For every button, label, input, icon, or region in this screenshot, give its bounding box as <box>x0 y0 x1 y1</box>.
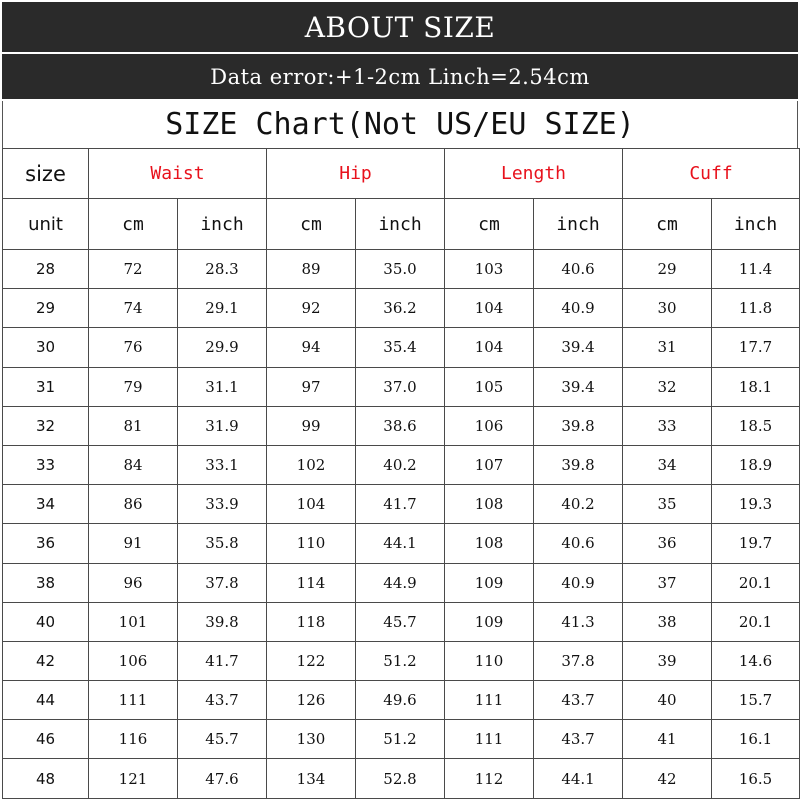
measurement-cell: 40.9 <box>534 563 623 602</box>
measurement-cell: 40.2 <box>534 485 623 524</box>
measurement-cell: 39.4 <box>534 328 623 367</box>
size-chart-heading: SIZE Chart(Not US/EU SIZE) <box>2 101 798 148</box>
size-cell: 29 <box>3 289 89 328</box>
measurement-cell: 37.8 <box>534 641 623 680</box>
measurement-cell: 39.8 <box>534 406 623 445</box>
measurement-cell: 31.9 <box>178 406 267 445</box>
measurement-cell: 37.8 <box>178 563 267 602</box>
measurement-cell: 116 <box>89 720 178 759</box>
measurement-cell: 121 <box>89 759 178 798</box>
measurement-cell: 99 <box>267 406 356 445</box>
measurement-cell: 43.7 <box>178 681 267 720</box>
measurement-cell: 15.7 <box>712 681 800 720</box>
measurement-cell: 45.7 <box>356 602 445 641</box>
measurement-cell: 134 <box>267 759 356 798</box>
unit-header: cm <box>267 199 356 250</box>
measurement-cell: 39.8 <box>534 445 623 484</box>
measurement-cell: 11.8 <box>712 289 800 328</box>
table-row <box>3 406 800 445</box>
measurement-cell: 35.8 <box>178 524 267 563</box>
measurement-cell: 40.9 <box>534 289 623 328</box>
measurement-cell: 49.6 <box>356 681 445 720</box>
measurement-cell: 72 <box>89 250 178 289</box>
measurement-cell: 35.0 <box>356 250 445 289</box>
data-error-banner <box>2 54 798 99</box>
measurement-cell: 41.3 <box>534 602 623 641</box>
measurement-cell: 103 <box>445 250 534 289</box>
measurement-cell: 126 <box>267 681 356 720</box>
measurement-cell: 44.1 <box>534 759 623 798</box>
measurement-cell: 30 <box>623 289 712 328</box>
measurement-cell: 104 <box>267 485 356 524</box>
measurement-cell: 81 <box>89 406 178 445</box>
measurement-cell: 79 <box>89 367 178 406</box>
measurement-cell: 109 <box>445 563 534 602</box>
measurement-cell: 29.1 <box>178 289 267 328</box>
measurement-cell: 102 <box>267 445 356 484</box>
group-header-row <box>3 149 800 199</box>
unit-header: cm <box>445 199 534 250</box>
measurement-cell: 111 <box>445 681 534 720</box>
measurement-cell: 86 <box>89 485 178 524</box>
measurement-cell: 114 <box>267 563 356 602</box>
size-cell: 30 <box>3 328 89 367</box>
data-error-note: Data error:+1-2cm Linch=2.54cm <box>210 64 590 89</box>
measurement-cell: 19.3 <box>712 485 800 524</box>
measurement-cell: 41.7 <box>356 485 445 524</box>
measurement-cell: 34 <box>623 445 712 484</box>
measurement-cell: 20.1 <box>712 602 800 641</box>
measurement-cell: 33 <box>623 406 712 445</box>
measurement-cell: 104 <box>445 289 534 328</box>
table-row <box>3 602 800 641</box>
unit-column-header: unit <box>3 199 89 250</box>
measurement-cell: 14.6 <box>712 641 800 680</box>
measurement-cell: 39 <box>623 641 712 680</box>
measurement-cell: 36.2 <box>356 289 445 328</box>
measurement-cell: 41.7 <box>178 641 267 680</box>
measurement-cell: 89 <box>267 250 356 289</box>
measurement-cell: 31 <box>623 328 712 367</box>
measurement-cell: 40.6 <box>534 250 623 289</box>
unit-header: inch <box>178 199 267 250</box>
measurement-cell: 28.3 <box>178 250 267 289</box>
measurement-cell: 38.6 <box>356 406 445 445</box>
size-cell: 38 <box>3 563 89 602</box>
size-table <box>2 148 800 799</box>
measurement-cell: 38 <box>623 602 712 641</box>
measurement-cell: 105 <box>445 367 534 406</box>
size-cell: 36 <box>3 524 89 563</box>
measurement-cell: 111 <box>445 720 534 759</box>
size-cell: 40 <box>3 602 89 641</box>
measurement-cell: 42 <box>623 759 712 798</box>
measurement-cell: 39.8 <box>178 602 267 641</box>
measurement-cell: 16.5 <box>712 759 800 798</box>
measurement-cell: 43.7 <box>534 681 623 720</box>
unit-header: inch <box>534 199 623 250</box>
measurement-cell: 35 <box>623 485 712 524</box>
measurement-cell: 108 <box>445 524 534 563</box>
measurement-cell: 41 <box>623 720 712 759</box>
table-row <box>3 328 800 367</box>
measurement-cell: 44.1 <box>356 524 445 563</box>
measurement-cell: 44.9 <box>356 563 445 602</box>
measurement-cell: 97 <box>267 367 356 406</box>
measurement-cell: 110 <box>267 524 356 563</box>
table-row <box>3 563 800 602</box>
measurement-cell: 16.1 <box>712 720 800 759</box>
length-header: Length <box>445 149 623 199</box>
measurement-cell: 43.7 <box>534 720 623 759</box>
measurement-cell: 37.0 <box>356 367 445 406</box>
size-cell: 31 <box>3 367 89 406</box>
measurement-cell: 51.2 <box>356 641 445 680</box>
measurement-cell: 118 <box>267 602 356 641</box>
measurement-cell: 76 <box>89 328 178 367</box>
measurement-cell: 18.5 <box>712 406 800 445</box>
hip-header: Hip <box>267 149 445 199</box>
measurement-cell: 52.8 <box>356 759 445 798</box>
measurement-cell: 18.1 <box>712 367 800 406</box>
table-row <box>3 759 800 798</box>
measurement-cell: 47.6 <box>178 759 267 798</box>
measurement-cell: 40 <box>623 681 712 720</box>
size-cell: 48 <box>3 759 89 798</box>
size-cell: 28 <box>3 250 89 289</box>
table-row <box>3 485 800 524</box>
table-row <box>3 445 800 484</box>
page-title: ABOUT SIZE <box>304 10 496 44</box>
measurement-cell: 33.9 <box>178 485 267 524</box>
measurement-cell: 94 <box>267 328 356 367</box>
measurement-cell: 20.1 <box>712 563 800 602</box>
measurement-cell: 40.6 <box>534 524 623 563</box>
measurement-cell: 122 <box>267 641 356 680</box>
measurement-cell: 108 <box>445 485 534 524</box>
measurement-cell: 112 <box>445 759 534 798</box>
measurement-cell: 74 <box>89 289 178 328</box>
measurement-cell: 45.7 <box>178 720 267 759</box>
measurement-cell: 11.4 <box>712 250 800 289</box>
size-cell: 42 <box>3 641 89 680</box>
table-row <box>3 367 800 406</box>
cuff-header: Cuff <box>623 149 800 199</box>
measurement-cell: 106 <box>89 641 178 680</box>
measurement-cell: 107 <box>445 445 534 484</box>
measurement-cell: 33.1 <box>178 445 267 484</box>
size-cell: 32 <box>3 406 89 445</box>
measurement-cell: 17.7 <box>712 328 800 367</box>
measurement-cell: 111 <box>89 681 178 720</box>
unit-header: inch <box>356 199 445 250</box>
measurement-cell: 31.1 <box>178 367 267 406</box>
measurement-cell: 18.9 <box>712 445 800 484</box>
measurement-cell: 40.2 <box>356 445 445 484</box>
measurement-cell: 32 <box>623 367 712 406</box>
measurement-cell: 29 <box>623 250 712 289</box>
measurement-cell: 96 <box>89 563 178 602</box>
size-cell: 46 <box>3 720 89 759</box>
measurement-cell: 35.4 <box>356 328 445 367</box>
measurement-cell: 29.9 <box>178 328 267 367</box>
size-cell: 33 <box>3 445 89 484</box>
measurement-cell: 51.2 <box>356 720 445 759</box>
measurement-cell: 92 <box>267 289 356 328</box>
measurement-cell: 101 <box>89 602 178 641</box>
measurement-cell: 19.7 <box>712 524 800 563</box>
measurement-cell: 36 <box>623 524 712 563</box>
table-row <box>3 289 800 328</box>
measurement-cell: 84 <box>89 445 178 484</box>
unit-header: cm <box>623 199 712 250</box>
measurement-cell: 130 <box>267 720 356 759</box>
page-title-banner <box>2 2 798 52</box>
unit-header-row <box>3 199 800 250</box>
unit-header: inch <box>712 199 800 250</box>
measurement-cell: 110 <box>445 641 534 680</box>
unit-header: cm <box>89 199 178 250</box>
table-row <box>3 250 800 289</box>
size-cell: 34 <box>3 485 89 524</box>
table-row <box>3 720 800 759</box>
measurement-cell: 37 <box>623 563 712 602</box>
size-column-header: size <box>3 149 89 199</box>
table-row <box>3 524 800 563</box>
measurement-cell: 109 <box>445 602 534 641</box>
waist-header: Waist <box>89 149 267 199</box>
measurement-cell: 104 <box>445 328 534 367</box>
measurement-cell: 91 <box>89 524 178 563</box>
measurement-cell: 106 <box>445 406 534 445</box>
table-row <box>3 681 800 720</box>
size-cell: 44 <box>3 681 89 720</box>
table-row <box>3 641 800 680</box>
measurement-cell: 39.4 <box>534 367 623 406</box>
